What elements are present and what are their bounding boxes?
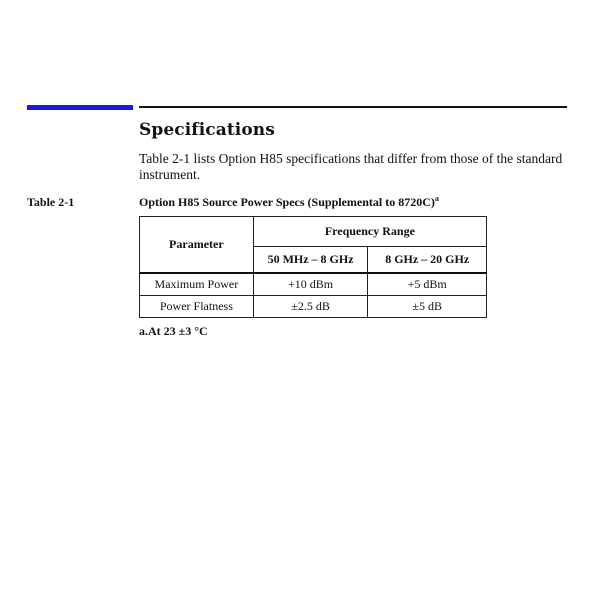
specs-table	[139, 216, 487, 318]
header-frequency-range: Frequency Range	[253, 217, 486, 247]
table-header-row	[140, 217, 487, 247]
table-footnote: a.At 23 ±3 °C	[139, 324, 208, 338]
table-row	[140, 273, 487, 296]
table-row	[140, 296, 487, 318]
row-value: +10 dBm	[253, 273, 368, 296]
table-caption	[139, 195, 439, 210]
header-rule	[139, 106, 567, 108]
table-caption-text: Option H85 Source Power Specs (Supplemental to 8720C)	[139, 195, 435, 209]
section-heading: Specifications	[139, 120, 275, 140]
header-range-2: 8 GHz – 20 GHz	[368, 247, 487, 274]
row-parameter: Power Flatness	[140, 296, 254, 318]
intro-paragraph: Table 2-1 lists Option H85 specifications that differ from those of the standard instrument.	[139, 151, 563, 182]
row-value: ±2.5 dB	[253, 296, 368, 318]
footnote-marker: a	[434, 194, 439, 203]
accent-bar	[27, 105, 133, 110]
row-value: ±5 dB	[368, 296, 487, 318]
row-value: +5 dBm	[368, 273, 487, 296]
row-parameter: Maximum Power	[140, 273, 254, 296]
header-range-1: 50 MHz – 8 GHz	[253, 247, 368, 274]
header-parameter: Parameter	[140, 217, 254, 274]
table-label: Table 2-1	[27, 195, 75, 209]
